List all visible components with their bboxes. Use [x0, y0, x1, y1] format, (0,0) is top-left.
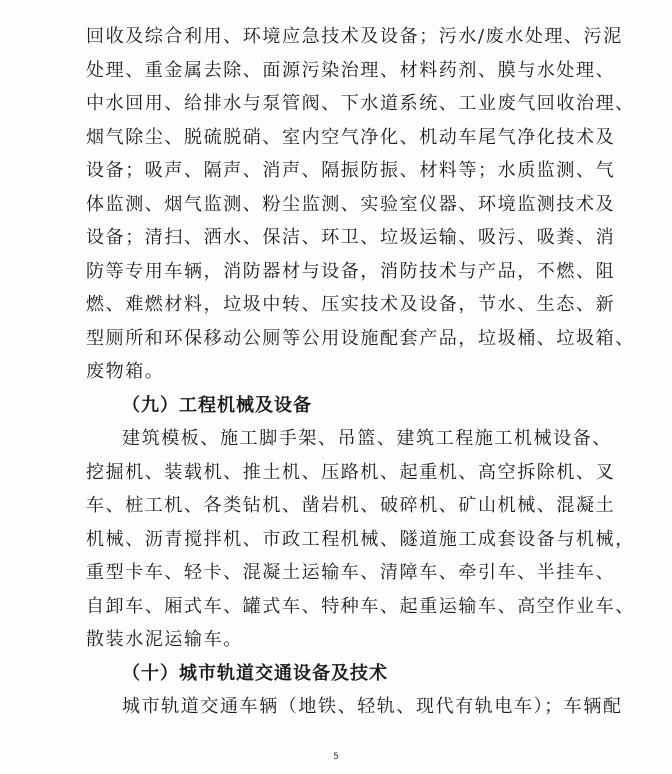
section-heading-9: （九）工程机械及设备 [122, 394, 312, 416]
paragraph-line: 自卸车、厢式车、罐式车、特种车、起重运输车、高空作业车、 [86, 595, 635, 617]
page-number: 5 [333, 752, 339, 762]
paragraph-line: 防等专用车辆，消防器材与设备，消防技术与产品，不燃、阻 [86, 260, 616, 282]
paragraph-line: 设备；吸声、隔声、消声、隔振防振、材料等；水质监测、气 [86, 160, 616, 181]
paragraph-line: 重型卡车、轻卡、混凝土运输车、清障车、牵引车、半挂车、 [86, 562, 616, 583]
paragraph-line: 废物箱。 [86, 361, 165, 382]
paragraph-line: 设备；清扫、洒水、保洁、环卫、垃圾运输、吸污、吸粪、消 [86, 227, 616, 248]
paragraph-line: 体监测、烟气监测、粉尘监测、实验室仪器、环境监测技术及 [86, 193, 616, 215]
paragraph-line: 车、桩工机、各类钻机、凿岩机、破碎机、矿山机械、混凝土 [86, 495, 616, 516]
document-body [86, 20, 635, 724]
paragraph-line: 建筑模板、施工脚手架、吊篮、建筑工程施工机械设备、 [122, 428, 612, 449]
paragraph-line: 挖掘机、装载机、推土机、压路机、起重机、高空拆除机、叉 [86, 461, 616, 483]
paragraph-line: 回收及综合利用、环境应急技术及设备；污水/废水处理、污泥 [86, 26, 623, 47]
paragraph-line: 燃、难燃材料，垃圾中转、压实技术及设备，节水、生态、新 [86, 294, 616, 315]
section-heading-10: （十）城市轨道交通设备及技术 [122, 662, 388, 684]
paragraph-line: 中水回用、给排水与泵管阀、下水道系统、工业废气回收治理、 [86, 93, 635, 114]
paragraph-line: 烟气除尘、脱硫脱硝、室内空气净化、机动车尾气净化技术及 [86, 126, 616, 148]
paragraph-line: 散装水泥运输车。 [86, 629, 243, 650]
paragraph-line: 机械、沥青搅拌机、市政工程机械、隧道施工成套设备与机械， [86, 528, 635, 550]
paragraph-line: 型厕所和环保移动公厕等公用设施配套产品，垃圾桶、垃圾箱、 [86, 327, 635, 349]
paragraph-line: 处理、重金属去除、面源污染治理、材料药剂、膜与水处理、 [86, 59, 616, 81]
paragraph-line: 城市轨道交通车辆（地铁、轻轨、现代有轨电车）；车辆配 [122, 696, 623, 717]
